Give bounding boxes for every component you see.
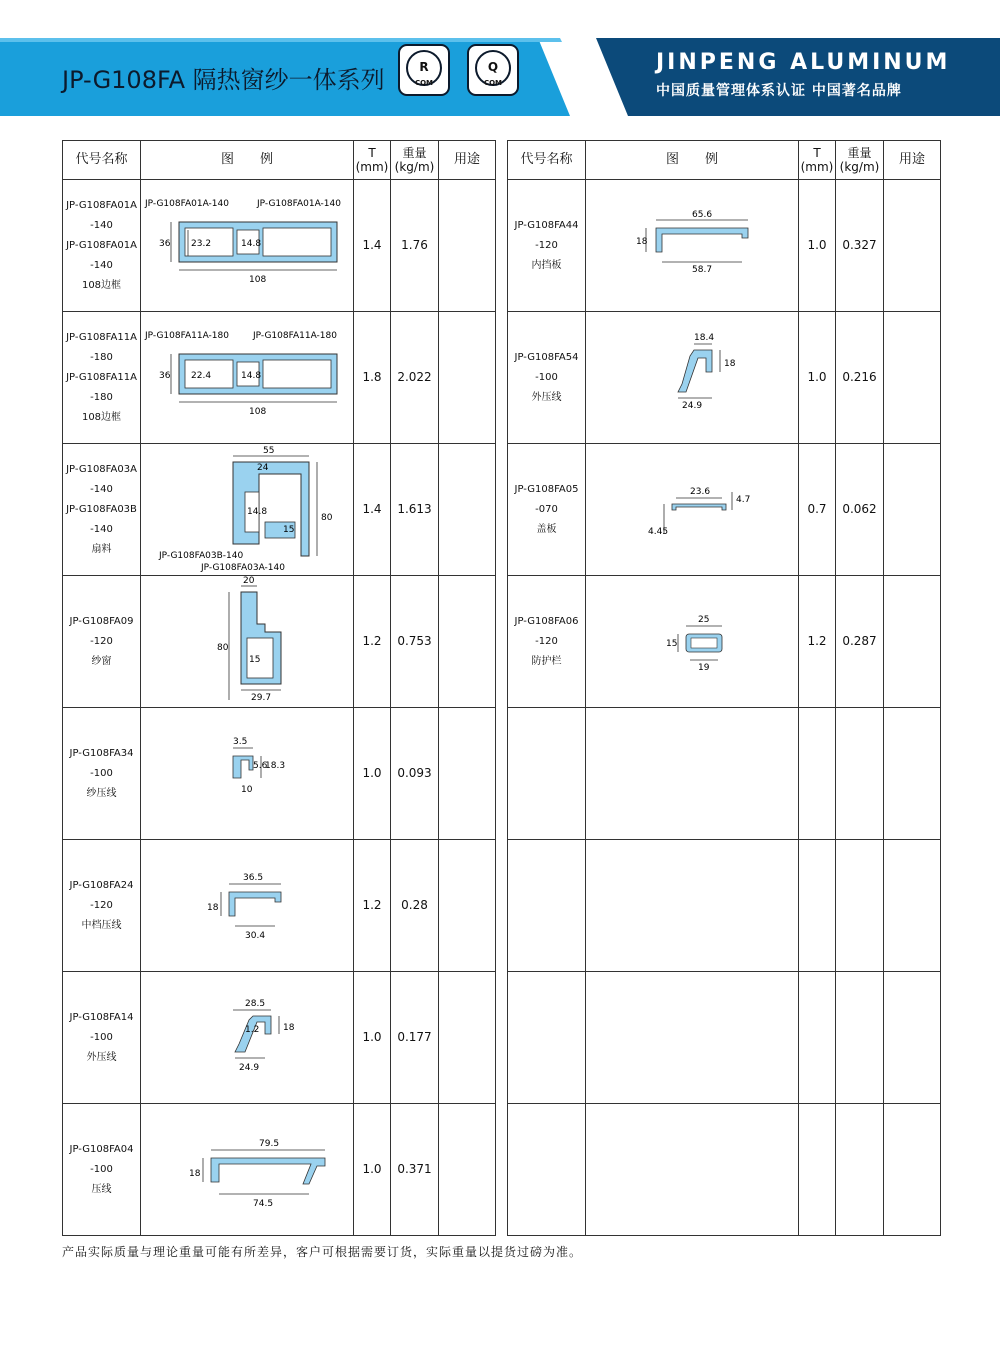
- use-cell: [884, 180, 941, 312]
- badge-letter: Q: [487, 60, 499, 74]
- code-line: JP-G108FA03A: [66, 463, 137, 475]
- code-line: -100: [90, 1163, 113, 1175]
- code-line: JP-G108FA01A: [66, 199, 137, 211]
- code-line: -120: [535, 635, 558, 647]
- inner-baffle-drawing: [586, 180, 798, 311]
- code-line: JP-G108FA11A: [66, 331, 137, 343]
- empty-cell: [586, 972, 799, 1104]
- col-weight-header: [836, 141, 884, 180]
- dimension-label: 15: [283, 525, 295, 535]
- dimension-label: 58.7: [692, 265, 713, 275]
- part-label: JP-G108FA03B-140: [159, 551, 244, 561]
- dimension-label: 19: [698, 663, 710, 673]
- guard-rail-drawing: [586, 576, 798, 707]
- col-code-header: 代号名称: [508, 141, 586, 180]
- mullion-bead-drawing: [141, 840, 353, 971]
- profile-drawing: [141, 708, 354, 840]
- code-line: JP-G108FA04: [69, 1143, 134, 1155]
- product-code: [508, 444, 586, 576]
- empty-cell: [799, 708, 836, 840]
- thickness-value: 1.2: [354, 576, 391, 708]
- col-drawing-header: 图 例: [141, 141, 354, 180]
- empty-cell: [799, 1104, 836, 1236]
- dimension-label: 28.5: [245, 999, 266, 1009]
- profile-drawing: [141, 180, 354, 312]
- product-code: [63, 576, 141, 708]
- dimension-label: 24.9: [682, 401, 703, 411]
- product-code: [63, 444, 141, 576]
- profile-drawing: [141, 312, 354, 444]
- dimension-label: 18.3: [265, 761, 286, 771]
- profile-drawing: [141, 840, 354, 972]
- profile-drawing: [586, 312, 799, 444]
- dimension-label: 29.7: [251, 693, 272, 703]
- col-drawing-header: 图 例: [586, 141, 799, 180]
- code-line: 盖板: [536, 523, 557, 535]
- empty-cell: [508, 972, 586, 1104]
- empty-cell: [508, 1104, 586, 1236]
- code-line: JP-G108FA44: [514, 219, 579, 231]
- cover-plate-drawing: [586, 444, 798, 575]
- thickness-value: 0.7: [799, 444, 836, 576]
- dimension-label: 30.4: [245, 931, 266, 941]
- badge-letter: R: [419, 60, 429, 74]
- thickness-value: 1.0: [799, 312, 836, 444]
- empty-cell: [799, 840, 836, 972]
- weight-value: 0.753: [391, 576, 439, 708]
- empty-cell: [884, 972, 941, 1104]
- profile-drawing: [141, 576, 354, 708]
- dimension-label: 36.5: [243, 873, 264, 883]
- empty-cell: [799, 972, 836, 1104]
- product-code: [508, 180, 586, 312]
- code-line: -120: [535, 239, 558, 251]
- table-header-row: [63, 141, 941, 180]
- dimension-label: 4.45: [648, 527, 669, 537]
- dimension-label: 18: [283, 1023, 295, 1033]
- use-cell: [439, 840, 496, 972]
- weight-value: 0.371: [391, 1104, 439, 1236]
- dimension-label: 108: [249, 275, 267, 285]
- code-line: 中档压线: [81, 919, 122, 931]
- code-line: 外压线: [86, 1051, 117, 1063]
- use-cell: [439, 444, 496, 576]
- use-cell: [884, 312, 941, 444]
- code-line: -100: [535, 371, 558, 383]
- product-code: [63, 840, 141, 972]
- col-weight-header: [391, 141, 439, 180]
- part-label: JP-G108FA01A-140: [145, 199, 229, 209]
- thickness-value: 1.8: [354, 312, 391, 444]
- glazing-bead-drawing: [141, 1104, 353, 1235]
- screen-sash-drawing: [141, 576, 353, 707]
- dimension-label: 22.4: [191, 371, 212, 381]
- dimension-label: 18: [636, 237, 648, 247]
- weight-value: 0.177: [391, 972, 439, 1104]
- frame-profile-drawing: [141, 312, 353, 443]
- dimension-label: 74.5: [253, 1199, 274, 1209]
- code-line: 108边框: [81, 279, 122, 291]
- t-label: T: [813, 146, 821, 160]
- thickness-value: 1.2: [354, 840, 391, 972]
- empty-cell: [586, 708, 799, 840]
- profile-drawing: [586, 180, 799, 312]
- empty-cell: [508, 840, 586, 972]
- page-title: JP-G108FA 隔热窗纱一体系列: [62, 66, 385, 94]
- empty-cell: [586, 840, 799, 972]
- thickness-value: 1.4: [354, 444, 391, 576]
- code-line: -140: [90, 523, 113, 535]
- code-line: 防护栏: [531, 655, 562, 667]
- part-label: JP-G108FA11A-180: [253, 331, 337, 341]
- table-gap: [496, 141, 508, 1236]
- weight-value: 1.613: [391, 444, 439, 576]
- dimension-label: 15: [666, 639, 678, 649]
- col-code-header: 代号名称: [63, 141, 141, 180]
- use-cell: [439, 180, 496, 312]
- dimension-label: 14.8: [241, 239, 262, 249]
- col-t-header: [354, 141, 391, 180]
- weight-value: 0.093: [391, 708, 439, 840]
- t-unit: (mm): [355, 160, 389, 174]
- code-line: JP-G108FA34: [69, 747, 134, 759]
- dimension-label: 14.8: [241, 371, 262, 381]
- dimension-label: 5.6: [253, 761, 268, 771]
- weight-value: 2.022: [391, 312, 439, 444]
- code-line: JP-G108FA05: [514, 483, 579, 495]
- dimension-label: 65.6: [692, 210, 713, 220]
- dimension-label: 23.2: [191, 239, 212, 249]
- code-line: JP-G108FA01A: [66, 239, 137, 251]
- profile-drawing: [141, 444, 354, 576]
- code-line: -100: [90, 1031, 113, 1043]
- part-label: JP-G108FA11A-180: [145, 331, 229, 341]
- thickness-value: 1.0: [799, 180, 836, 312]
- weight-value: 0.28: [391, 840, 439, 972]
- dimension-label: 23.6: [690, 487, 711, 497]
- brand-subtitle: 中国质量管理体系认证 中国著名品牌: [656, 83, 902, 99]
- use-cell: [884, 444, 941, 576]
- code-line: -070: [535, 503, 558, 515]
- brand-name: JINPENG ALUMINUM: [656, 50, 951, 75]
- code-line: JP-G108FA14: [69, 1011, 134, 1023]
- dimension-label: 20: [243, 576, 255, 586]
- product-code: [63, 708, 141, 840]
- col-use-header: 用途: [439, 141, 496, 180]
- product-code: [63, 1104, 141, 1236]
- t-label: T: [368, 146, 376, 160]
- dimension-label: 24.9: [239, 1063, 260, 1073]
- dimension-label: 18: [189, 1169, 201, 1179]
- outer-bead-drawing: [586, 312, 798, 443]
- badge-caption: CQM: [414, 79, 434, 87]
- dimension-label: 18: [724, 359, 736, 369]
- part-label: JP-G108FA01A-140: [257, 199, 341, 209]
- code-line: -140: [90, 219, 113, 231]
- dimension-label: 108: [249, 407, 267, 417]
- empty-cell: [836, 840, 884, 972]
- dimension-label: 24: [257, 463, 269, 473]
- code-line: -180: [90, 391, 113, 403]
- empty-cell: [884, 840, 941, 972]
- code-line: -100: [90, 767, 113, 779]
- code-line: 外压线: [531, 391, 562, 403]
- code-line: 压线: [91, 1183, 112, 1195]
- code-line: -120: [90, 899, 113, 911]
- part-label: JP-G108FA03A-140: [201, 563, 285, 573]
- outer-bead-drawing: [141, 972, 353, 1103]
- t-unit: (mm): [800, 160, 834, 174]
- thickness-value: 1.0: [354, 1104, 391, 1236]
- code-line: JP-G108FA11A: [66, 371, 137, 383]
- empty-cell: [884, 708, 941, 840]
- use-cell: [439, 1104, 496, 1236]
- product-code: [63, 972, 141, 1104]
- dimension-label: 55: [263, 446, 275, 456]
- dimension-label: 80: [217, 643, 229, 653]
- empty-cell: [508, 708, 586, 840]
- dimension-label: 4.7: [736, 495, 751, 505]
- weight-value: 1.76: [391, 180, 439, 312]
- code-line: -140: [90, 259, 113, 271]
- dimension-label: 79.5: [259, 1139, 280, 1149]
- code-line: -140: [90, 483, 113, 495]
- weight-value: 0.287: [836, 576, 884, 708]
- code-line: 内挡板: [531, 259, 562, 271]
- dimension-label: 10: [241, 785, 253, 795]
- use-cell: [884, 576, 941, 708]
- code-line: JP-G108FA06: [514, 615, 579, 627]
- weight-unit: (kg/m): [839, 160, 880, 174]
- dimension-label: 36: [159, 371, 171, 381]
- thickness-value: 1.2: [799, 576, 836, 708]
- code-line: -180: [90, 351, 113, 363]
- weight-label: 重量: [402, 146, 427, 160]
- weight-value: 0.062: [836, 444, 884, 576]
- dimension-label: 36: [159, 239, 171, 249]
- product-code: [508, 312, 586, 444]
- dimension-label: 18.4: [694, 333, 715, 343]
- frame-profile-drawing: [141, 180, 353, 311]
- use-cell: [439, 312, 496, 444]
- empty-cell: [586, 1104, 799, 1236]
- dimension-label: 15: [249, 655, 261, 665]
- weight-label: 重量: [847, 146, 872, 160]
- product-code: [63, 312, 141, 444]
- code-line: JP-G108FA54: [514, 351, 579, 363]
- use-cell: [439, 576, 496, 708]
- code-line: 108边框: [81, 411, 122, 423]
- weight-value: 0.216: [836, 312, 884, 444]
- cqm-r-badge: [398, 44, 450, 96]
- profile-drawing: [586, 444, 799, 576]
- product-code: [63, 180, 141, 312]
- code-line: 纱窗: [91, 655, 112, 667]
- empty-cell: [836, 1104, 884, 1236]
- use-cell: [439, 972, 496, 1104]
- weight-value: 0.327: [836, 180, 884, 312]
- use-cell: [439, 708, 496, 840]
- empty-cell: [884, 1104, 941, 1236]
- code-line: -120: [90, 635, 113, 647]
- profile-drawing: [141, 972, 354, 1104]
- dimension-label: 80: [321, 513, 333, 523]
- code-line: JP-G108FA24: [69, 879, 134, 891]
- col-t-header: [799, 141, 836, 180]
- footer-note: 产品实际质量与理论重量可能有所差异，客户可根据需要订货，实际重量以提货过磅为准。: [62, 1245, 583, 1259]
- product-code: [508, 576, 586, 708]
- weight-unit: (kg/m): [394, 160, 435, 174]
- thickness-value: 1.0: [354, 708, 391, 840]
- code-line: JP-G108FA09: [69, 615, 134, 627]
- badge-caption: CQM: [483, 79, 503, 87]
- col-use-header: 用途: [884, 141, 941, 180]
- dimension-label: 3.5: [233, 737, 248, 747]
- dimension-label: 25: [698, 615, 710, 625]
- thickness-value: 1.0: [354, 972, 391, 1104]
- dimension-label: 14.8: [247, 507, 268, 517]
- code-line: JP-G108FA03B: [66, 503, 137, 515]
- empty-cell: [836, 708, 884, 840]
- profile-drawing: [586, 576, 799, 708]
- code-line: 纱压线: [86, 787, 117, 799]
- dimension-label: 18: [207, 903, 219, 913]
- thickness-value: 1.4: [354, 180, 391, 312]
- code-line: 扇料: [91, 543, 112, 555]
- sash-profile-drawing: [141, 444, 353, 575]
- profile-drawing: [141, 1104, 354, 1236]
- profile-table: [62, 140, 941, 1236]
- dimension-label: 1.2: [245, 1025, 260, 1035]
- screen-bead-drawing: [141, 708, 353, 839]
- empty-cell: [836, 972, 884, 1104]
- cqm-q-badge: [467, 44, 519, 96]
